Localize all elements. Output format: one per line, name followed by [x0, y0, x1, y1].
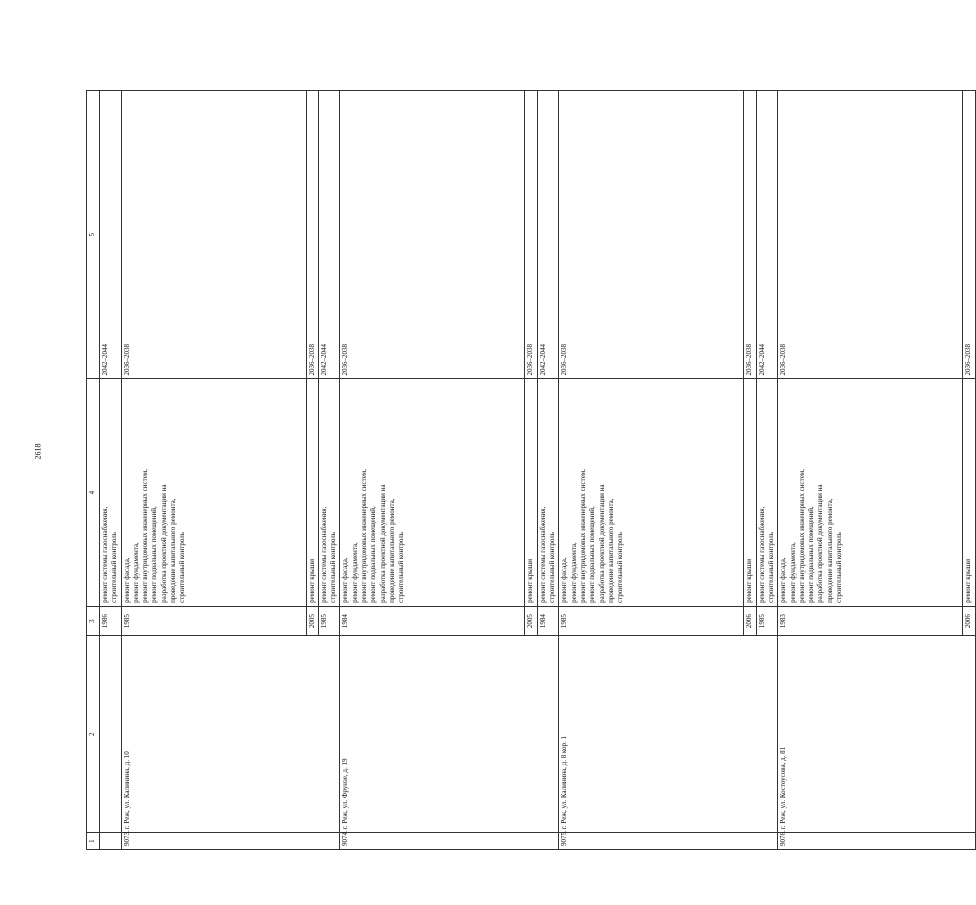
- entry-number: [100, 833, 122, 850]
- repair-work-item: ремонт подвальных помещений,: [150, 506, 159, 603]
- planned-period: 2036–2038: [121, 91, 306, 379]
- planned-period: 2042–2044: [756, 91, 778, 379]
- entry-number: 9075.: [559, 833, 778, 850]
- repair-work-item: ремонт фундамента,: [788, 542, 797, 603]
- repair-work-item: строительный контроль: [616, 532, 625, 603]
- table-row: [121, 91, 306, 850]
- building-address: г. Реж, ул. Костоусова, д. 81: [778, 636, 975, 833]
- repair-work-item: ремонт подвальных помещений,: [588, 506, 597, 603]
- repair-work-item: разработка проектной документации на: [816, 484, 825, 603]
- repair-work-item: ремонт системы газоснабжения,: [101, 506, 109, 603]
- rotated-page: [86, 90, 973, 850]
- repair-work-item: ремонт крыши: [526, 559, 535, 603]
- building-address: г. Реж, ул. Калинина, д. 8 кор. 1: [559, 636, 778, 833]
- repair-work-item: ремонт фасада,: [560, 557, 569, 603]
- column-number-row: [87, 91, 100, 850]
- planned-period: 2036–2038: [778, 91, 963, 379]
- repair-works: [121, 379, 306, 606]
- repair-work-item: строительный контроль: [766, 532, 775, 603]
- last-repair-year: 2006: [963, 606, 975, 635]
- table-row: [340, 91, 525, 850]
- planned-period: 2036–2038: [744, 91, 756, 379]
- repair-works: [559, 379, 744, 606]
- column-number: 5: [87, 91, 100, 379]
- repair-work-item: ремонт внутридомовых инженерных систем,: [141, 469, 150, 603]
- table-body: [100, 91, 976, 850]
- entry-number: 9073.: [121, 833, 340, 850]
- repair-work-item: проведение капитального ремонта,: [825, 498, 834, 603]
- repair-works: [318, 379, 340, 606]
- repair-work-item: ремонт внутридомовых инженерных систем,: [360, 469, 369, 603]
- planned-period: 2042–2044: [537, 91, 559, 379]
- last-repair-year: 2005: [306, 606, 318, 635]
- last-repair-year: 2006: [744, 606, 756, 635]
- entry-number: 9076.: [778, 833, 975, 850]
- repair-work-item: проведение капитального ремонта,: [387, 498, 396, 603]
- repair-work-item: строительный контроль: [397, 532, 406, 603]
- last-repair-year: 1985: [756, 606, 778, 635]
- entry-number: 9074.: [340, 833, 559, 850]
- repair-work-item: разработка проектной документации на: [159, 484, 168, 603]
- planned-period: 2042–2044: [100, 91, 122, 379]
- repair-works: [525, 379, 537, 606]
- repair-work-item: строительный контроль: [835, 532, 844, 603]
- repair-work-item: ремонт системы газоснабжения,: [538, 506, 547, 603]
- building-address: г. Реж, ул. Фрунзе, д. 19: [340, 636, 559, 833]
- repair-work-item: ремонт фундамента,: [569, 542, 578, 603]
- repair-work-item: ремонт крыши: [964, 559, 973, 603]
- last-repair-year: 1985: [121, 606, 306, 635]
- repair-work-item: ремонт крыши: [745, 559, 754, 603]
- repair-works: [537, 379, 559, 606]
- repair-work-item: строительный контроль: [329, 532, 338, 603]
- repair-work-item: разработка проектной документации на: [378, 484, 387, 603]
- repair-works: [100, 379, 122, 606]
- last-repair-year: 1985: [559, 606, 744, 635]
- column-number: 4: [87, 379, 100, 606]
- repair-work-item: ремонт крыши: [307, 559, 316, 603]
- planned-period: 2036–2038: [559, 91, 744, 379]
- last-repair-year: 1984: [537, 606, 559, 635]
- repair-work-item: ремонт системы газоснабжения,: [757, 506, 766, 603]
- repair-works: [340, 379, 525, 606]
- repair-work-item: ремонт системы газоснабжения,: [319, 506, 328, 603]
- table-row: [778, 91, 963, 850]
- repair-schedule-table: [86, 90, 976, 850]
- repair-works: [744, 379, 756, 606]
- last-repair-year: 1985: [318, 606, 340, 635]
- page-number: 2618: [33, 443, 43, 460]
- repair-work-item: ремонт подвальных помещений,: [807, 506, 816, 603]
- column-number: 1: [87, 833, 100, 850]
- repair-work-item: строительный контроль: [178, 532, 187, 603]
- repair-works: [756, 379, 778, 606]
- repair-works: [778, 379, 963, 606]
- planned-period: 2036–2038: [340, 91, 525, 379]
- repair-work-item: ремонт фасада,: [779, 557, 788, 603]
- column-number: 2: [87, 636, 100, 833]
- repair-work-item: ремонт внутридомовых инженерных систем,: [578, 469, 587, 603]
- planned-period: 2042–2044: [318, 91, 340, 379]
- last-repair-year: 1984: [340, 606, 525, 635]
- planned-period: 2036–2038: [525, 91, 537, 379]
- repair-work-item: проведение капитального ремонта,: [169, 498, 178, 603]
- building-address: [100, 636, 122, 833]
- table-row: [100, 91, 122, 850]
- building-address: г. Реж, ул. Калинина, д. 10: [121, 636, 340, 833]
- repair-work-item: строительный контроль: [110, 532, 119, 603]
- table-row: [559, 91, 744, 850]
- repair-work-item: проведение капитального ремонта,: [606, 498, 615, 603]
- column-number: 3: [87, 606, 100, 635]
- repair-work-item: ремонт фундамента,: [350, 542, 359, 603]
- repair-work-item: разработка проектной документации на: [597, 484, 606, 603]
- repair-work-item: ремонт фундамента,: [131, 542, 140, 603]
- last-repair-year: 1986: [100, 606, 122, 635]
- planned-period: 2036–2038: [306, 91, 318, 379]
- repair-work-item: ремонт внутридомовых инженерных систем,: [797, 469, 806, 603]
- last-repair-year: 1983: [778, 606, 963, 635]
- repair-work-item: строительный контроль: [548, 532, 557, 603]
- repair-works: [963, 379, 975, 606]
- repair-work-item: ремонт подвальных помещений,: [369, 506, 378, 603]
- planned-period: 2036–2038: [963, 91, 975, 379]
- repair-work-item: ремонт фасада,: [122, 557, 131, 603]
- repair-works: [306, 379, 318, 606]
- last-repair-year: 2005: [525, 606, 537, 635]
- repair-work-item: ремонт фасада,: [341, 557, 350, 603]
